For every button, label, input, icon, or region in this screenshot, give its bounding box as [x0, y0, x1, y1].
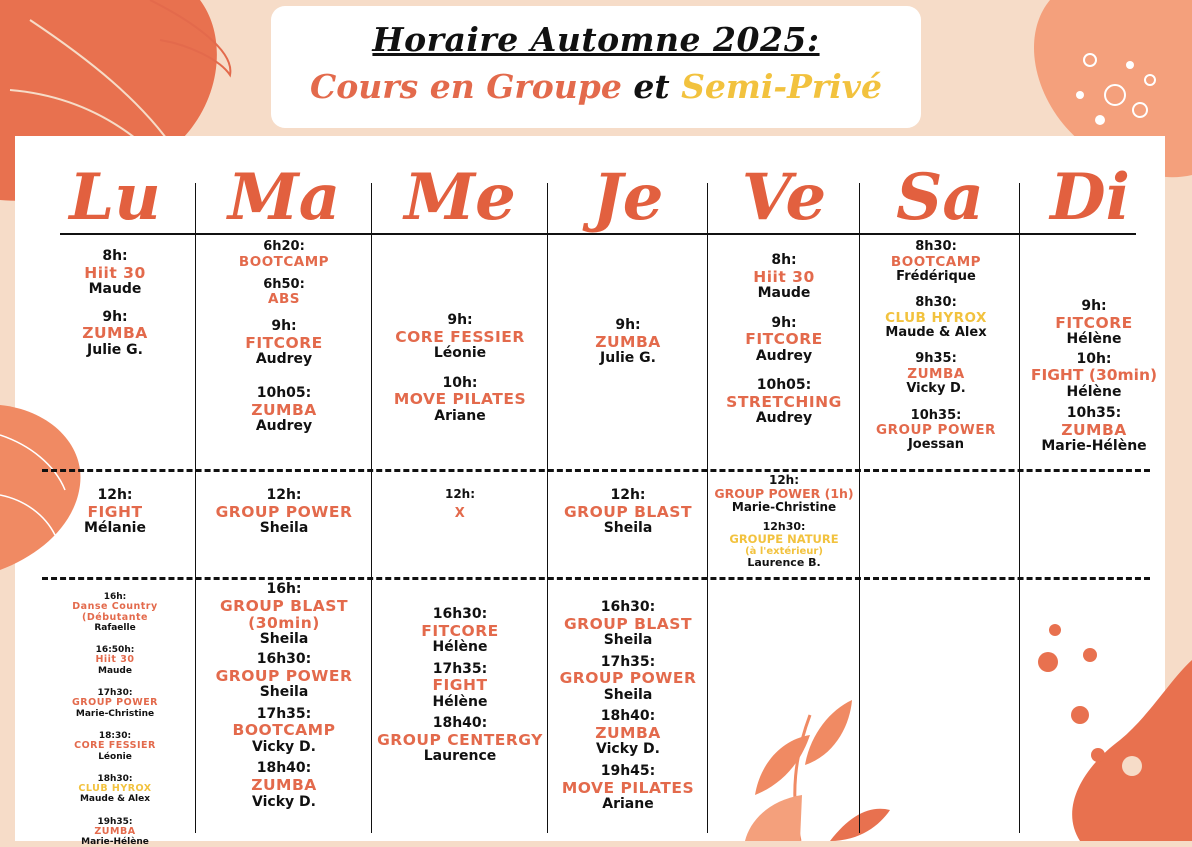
class-instructor: Ariane [602, 796, 654, 813]
class-entry [50, 645, 180, 676]
class-name: BOOTCAMP [238, 253, 330, 270]
class-entry [372, 313, 548, 362]
class-name: ABS [268, 291, 300, 308]
day-header-me: Me [404, 160, 516, 235]
class-instructor: Hélène [1066, 383, 1122, 400]
class-time: 9h: [102, 308, 128, 325]
class-instructor: Sheila [603, 686, 653, 703]
class-instructor: Marie-Christine [731, 500, 837, 515]
class-time: 16:50h: [95, 645, 135, 656]
class-instructor: Marie-Hélène [1041, 438, 1147, 455]
class-entry [548, 655, 708, 704]
class-name: Danse Country (Débutante [72, 601, 158, 623]
class-entry [50, 731, 180, 762]
je-morning [548, 318, 708, 367]
class-instructor: Audrey [255, 418, 313, 435]
class-entry [708, 378, 860, 427]
class-name: ZUMBA [82, 324, 148, 343]
class-name: ZUMBA [907, 365, 965, 382]
day-header-ve: Ve [741, 160, 827, 235]
class-name: BOOTCAMP [890, 253, 982, 270]
day-header-row [0, 162, 1192, 234]
class-name: GROUP POWER [215, 666, 353, 685]
class-name-detail: (30min) [248, 614, 320, 633]
class-entry [372, 607, 548, 656]
class-instructor: Laurence [423, 748, 497, 765]
class-name: CLUB HYROX [78, 782, 152, 794]
class-name: GROUP POWER [215, 502, 353, 521]
class-time: 16h30: [432, 606, 488, 622]
class-name: FITCORE [1055, 313, 1133, 332]
class-name: GROUP POWER (1h) [714, 486, 854, 502]
class-entry [860, 296, 1012, 340]
class-entry [548, 600, 708, 649]
class-time: 16h: [103, 592, 127, 602]
class-instructor: Frédérique [896, 268, 976, 284]
class-instructor: Maude [88, 281, 142, 298]
class-name: STRETCHING [726, 393, 842, 412]
class-time: 8h: [102, 248, 128, 264]
class-time: 18h40: [600, 708, 656, 725]
class-time: 18h40: [256, 760, 312, 777]
class-entry [372, 488, 548, 522]
class-time: 18h40: [432, 715, 488, 732]
class-time: 16h: [266, 581, 302, 597]
class-time: 6h50: [263, 276, 305, 292]
class-instructor: Sheila [603, 520, 653, 537]
header-divider [60, 233, 1136, 235]
class-name: CORE FESSIER [395, 327, 525, 346]
class-name: FITCORE [745, 330, 823, 349]
ma-noon [196, 488, 372, 537]
class-time: 12h: [610, 487, 646, 503]
class-entry [40, 488, 190, 537]
class-instructor: Julie G. [600, 350, 656, 367]
class-entry [50, 817, 180, 847]
class-time: 9h: [1081, 298, 1107, 314]
class-time: 12h: [97, 487, 133, 503]
class-instructor: Sheila [259, 684, 309, 701]
class-time: 9h: [447, 312, 473, 328]
class-entry [372, 662, 548, 711]
class-name: FITCORE [421, 621, 499, 640]
leaf-decoration-bottom [740, 695, 920, 841]
class-entry [860, 352, 1012, 396]
day-header-di: Di [1050, 160, 1130, 235]
class-entry [50, 688, 180, 719]
je-noon [548, 488, 708, 537]
class-name: ZUMBA [1061, 421, 1127, 440]
class-name: ZUMBA [251, 400, 317, 419]
class-instructor: Hélène [432, 639, 488, 656]
subtitle-group-classes: Cours en Groupe [310, 67, 622, 106]
class-time: 19h45: [600, 763, 656, 780]
class-instructor: Audrey [255, 351, 313, 368]
class-instructor: Vicky D. [252, 793, 316, 810]
ve-morning [708, 253, 860, 427]
class-time: 17h35: [256, 705, 312, 722]
class-time: 10h05: [256, 385, 312, 402]
class-name: ZUMBA [595, 332, 661, 351]
class-name: FIGHT [432, 676, 488, 695]
class-instructor: Hélène [1066, 331, 1122, 348]
class-time: 10h35: [1066, 405, 1122, 422]
class-entry [196, 319, 372, 368]
class-entry [860, 240, 1012, 284]
class-entry [196, 488, 372, 537]
class-time: 10h: [442, 374, 478, 391]
class-time: 16h30: [600, 599, 656, 615]
class-time: 12h: [768, 473, 800, 487]
class-time: 19h35: [97, 816, 133, 827]
day-header-sa: Sa [896, 160, 984, 235]
class-entry [372, 716, 548, 765]
lu-noon [40, 488, 190, 537]
class-instructor: Vicky D. [906, 381, 966, 397]
class-instructor: Sheila [259, 520, 309, 537]
class-entry [372, 376, 548, 425]
day-header-ma: Ma [227, 160, 341, 235]
class-instructor: Audrey [755, 347, 813, 364]
class-instructor: Sheila [259, 631, 309, 648]
class-time: 6h20: [263, 239, 305, 254]
class-instructor: Rafaelle [94, 623, 136, 634]
class-entry [708, 253, 860, 302]
class-instructor: Marie-Hélène [81, 837, 149, 847]
noon-divider [42, 469, 1150, 472]
class-entry [40, 310, 190, 359]
class-instructor: Ariane [434, 407, 486, 424]
class-name: GROUPE NATURE [729, 532, 839, 547]
class-name: ZUMBA [595, 724, 661, 743]
class-time: 17h35: [600, 653, 656, 670]
class-name: Hiit 30 [84, 263, 146, 282]
class-time: 8h30: [915, 239, 957, 254]
class-name: X [454, 506, 466, 522]
class-name: Hiit 30 [95, 654, 135, 666]
class-time: 16h30: [256, 651, 312, 668]
class-name: CLUB HYROX [885, 309, 987, 326]
class-name: FIGHT (30min) [1030, 366, 1158, 385]
class-instructor: Hélène [432, 693, 488, 710]
class-entry [50, 774, 180, 805]
class-time: 18h30: [97, 773, 133, 784]
class-name: GROUP BLAST [219, 596, 349, 615]
class-entry [196, 652, 372, 701]
class-entry [50, 592, 180, 633]
class-instructor: Maude [98, 666, 132, 677]
class-time: 12h: [444, 487, 476, 501]
me-evening [372, 607, 548, 765]
ma-evening [196, 582, 372, 810]
page-title: Horaire Automne 2025: [372, 20, 820, 59]
class-instructor: Maude [757, 285, 811, 302]
class-instructor: Sheila [603, 632, 653, 649]
class-entry [196, 240, 372, 270]
column-divider [1019, 183, 1020, 833]
class-time: 10h05: [756, 377, 812, 394]
class-entry [196, 582, 372, 648]
class-time: 17h35: [432, 660, 488, 677]
class-entry [548, 709, 708, 758]
class-time: 9h: [615, 317, 641, 333]
class-instructor: Joessan [907, 437, 965, 453]
lu-morning [40, 249, 190, 358]
ve-noon [708, 474, 860, 570]
title-card [271, 6, 921, 128]
class-instructor: Marie-Christine [75, 708, 155, 719]
class-time: 17h30: [97, 688, 133, 699]
class-entry [196, 707, 372, 756]
blob-decoration-bottom-right [1020, 620, 1192, 841]
class-instructor: Julie G. [87, 341, 143, 358]
class-time: 8h: [771, 252, 797, 268]
class-name: GROUP BLAST [563, 502, 693, 521]
class-entry [860, 409, 1012, 453]
class-time: 9h: [271, 318, 297, 335]
page-subtitle [271, 67, 921, 106]
class-time: 9h35: [915, 351, 957, 367]
class-name: GROUP POWER [876, 422, 996, 439]
class-time: 9h: [771, 314, 797, 331]
lu-evening [50, 592, 180, 847]
class-entry [708, 474, 860, 515]
class-instructor: Maude & Alex [79, 794, 151, 805]
class-entry [708, 521, 860, 570]
subtitle-semi-private: Semi-Privé [681, 67, 882, 106]
class-time: 10h: [1076, 350, 1112, 367]
di-morning [1020, 299, 1168, 455]
class-name: Hiit 30 [753, 267, 815, 286]
class-instructor: Laurence B. [747, 556, 821, 570]
class-entry [548, 318, 708, 367]
class-entry [1020, 406, 1168, 455]
class-entry [196, 386, 372, 435]
class-name: MOVE PILATES [393, 390, 527, 409]
class-name: MOVE PILATES [561, 778, 695, 797]
class-instructor: Mélanie [84, 520, 146, 537]
me-morning [372, 313, 548, 424]
class-name: FITCORE [245, 333, 323, 352]
class-time: 12h: [266, 487, 302, 503]
class-instructor: Léonie [433, 345, 487, 362]
evening-divider [42, 577, 1150, 580]
class-time: 12h30: [762, 519, 806, 533]
class-entry [196, 278, 372, 308]
subtitle-connector: et [633, 67, 670, 106]
class-name: FIGHT [87, 502, 143, 521]
je-evening [548, 600, 708, 813]
class-time: 10h35: [910, 407, 962, 423]
ma-morning [196, 240, 372, 435]
class-instructor: Vicky D. [252, 738, 316, 755]
class-name: CORE FESSIER [74, 740, 156, 752]
class-name: GROUP POWER [559, 669, 697, 688]
class-instructor: Maude & Alex [885, 324, 987, 340]
class-entry [1020, 299, 1168, 348]
class-time: 8h30: [915, 295, 957, 311]
class-name: GROUP CENTERGY [377, 731, 543, 750]
class-name: ZUMBA [251, 776, 317, 795]
class-entry [548, 764, 708, 813]
class-time: 18:30: [98, 730, 132, 741]
class-instructor: Audrey [755, 410, 813, 427]
class-instructor: Vicky D. [596, 741, 660, 758]
me-noon [372, 488, 548, 522]
class-entry [196, 761, 372, 810]
class-name-detail: (à l'extérieur) [745, 546, 823, 558]
class-name: BOOTCAMP [232, 721, 336, 740]
class-name: ZUMBA [94, 825, 136, 837]
class-entry [548, 488, 708, 537]
sa-morning [860, 240, 1012, 453]
class-entry [40, 249, 190, 298]
class-name: GROUP BLAST [563, 614, 693, 633]
class-instructor: Léonie [98, 751, 132, 762]
class-entry [1020, 352, 1168, 401]
class-name: GROUP POWER [72, 697, 158, 709]
day-header-je: Je [592, 160, 664, 235]
day-header-lu: Lu [69, 160, 161, 235]
class-entry [708, 316, 860, 365]
